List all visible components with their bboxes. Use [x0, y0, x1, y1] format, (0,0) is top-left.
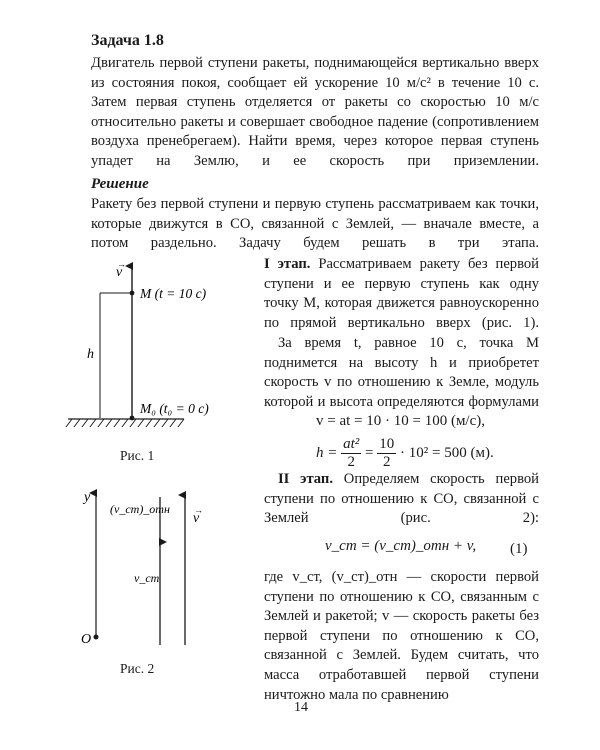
figure-2 [70, 487, 240, 657]
fig1-vector-label: v [116, 265, 123, 280]
stage1-label: I этап. [264, 256, 311, 272]
stage2-label: II этап. [278, 471, 333, 487]
problem-title: Задача 1.8 [91, 32, 164, 49]
equation-1-number: (1) [510, 541, 528, 557]
solution-intro: Ракету без первой ступени и первую ступень рассматриваем как точки, которые движутся в СО, связанной с Землей, — вначале вместе, а потом раздельно. Задачу будем решать в три этапа. [91, 196, 539, 252]
fig1-ground-hatch [66, 419, 184, 427]
fig1-point-m [130, 291, 135, 296]
formula-height-frac1 [341, 436, 361, 471]
figure-2-caption: Рис. 2 [120, 661, 155, 676]
stage2-paragraph [264, 470, 539, 529]
stage1-paragraph [264, 255, 539, 333]
fig1-vector-arrow: → [117, 259, 126, 269]
solution-heading: Решение [91, 176, 149, 192]
fig2-vst-label: v_ст [134, 571, 160, 585]
page-number: 14 [294, 700, 308, 715]
figure-1-caption: Рис. 1 [120, 448, 155, 463]
fig1-height-label: h [87, 347, 94, 362]
fig2-axis-label: y [84, 490, 91, 505]
figure-1 [60, 258, 260, 438]
formula-height-rhs: · 10² = 500 (м). [400, 444, 494, 461]
stage1-text: Рассматриваем ракету без первой ступени и ее первую ступень как одну точку M, которая движется равноускоренно по прямой вертикально вверх (рис. 1). [264, 256, 539, 331]
formula-height-eq: = [365, 444, 374, 461]
fig1-point-top-label: M (t = 10 с) [140, 286, 207, 301]
formula-height-num1: at² [343, 436, 360, 452]
fig2-origin-point [94, 635, 99, 640]
formula-height [316, 436, 494, 471]
fig1-point-bottom-label: M₀ (t₀ = 0 с) [140, 401, 209, 416]
problem-text: Двигатель первой ступени ракеты, поднимающейся вертикально вверх из состояния покоя, сообщает ей ускорение 10 м/с² в течение 10 с. Затем первая ступень отделяется от ракеты со скоростью 10 м/с относительно ракеты и совершает свободное падение (сопротивлением воздуха пренебрегаем). Найти время, через которое первая ступень упадет на Землю, и ее скорость при приземлении. [91, 55, 539, 169]
formula-height-frac2 [377, 436, 396, 471]
stage2-continuation: где v_ст, (v_ст)_отн — скорости первой ступени по отношению к СО, связанным с Землей и ракетой; v — скорость ракеты без первой ступени по отношению к СО, связанной с Землей. Будем считать, что масса отработавшей первой ступени ничтожно мала по сравнению [264, 569, 539, 703]
formula-height-lhs: h = [316, 444, 338, 461]
fig1-point-m0 [130, 416, 135, 421]
equation-1: v_ст = (v_ст)_отн + v, [325, 538, 477, 554]
fig2-rel-label: (v_ст)_отн [110, 502, 170, 516]
fig2-v-arrow: → [194, 505, 203, 515]
formula-height-den1: 2 [347, 454, 355, 470]
stage1-paragraph-2: За время t, равное 10 с, точка M поднимется на высоту h и приобретет скорость v по отношению к Земле, модуль которой и высота определяются формулами [264, 335, 539, 410]
formula-velocity: v = at = 10 · 10 = 100 (м/с), [316, 413, 486, 429]
formula-height-num2: 10 [379, 436, 395, 452]
fig2-v-label: v [193, 511, 200, 526]
stage2-text: Определяем скорость первой ступени по отношению к СО, связанной с Землей (рис. 2): [264, 471, 539, 527]
formula-height-den2: 2 [383, 454, 391, 470]
fig2-origin-label: O [81, 632, 92, 647]
